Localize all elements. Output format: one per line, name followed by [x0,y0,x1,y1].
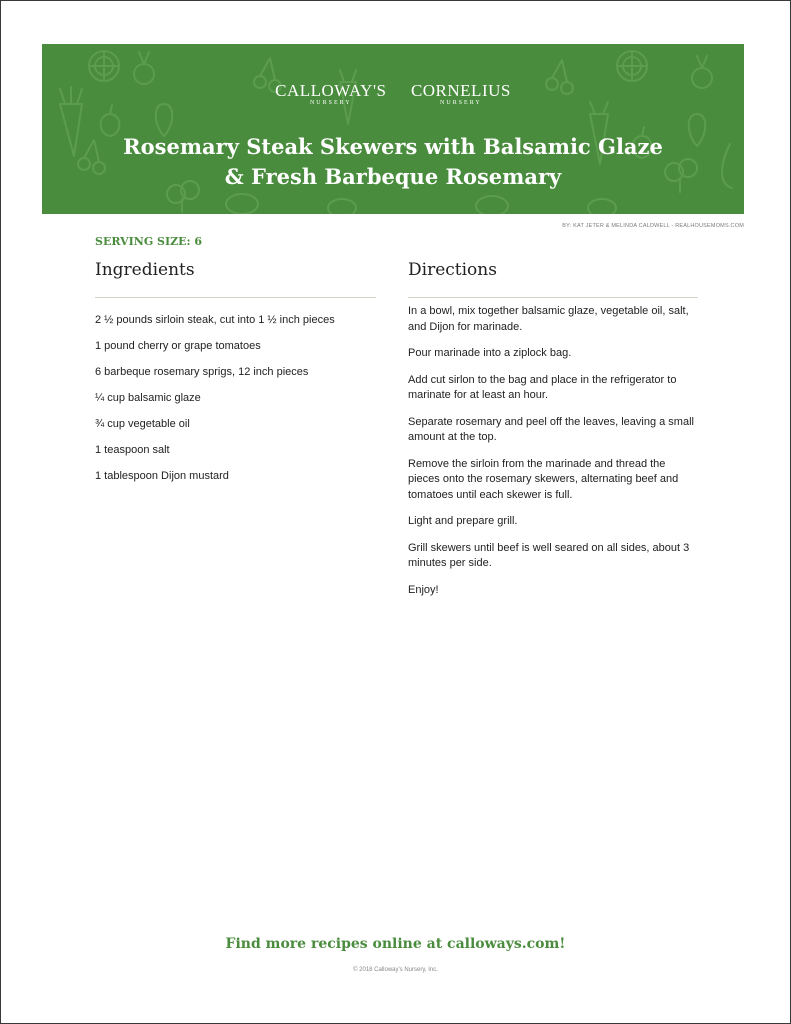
direction-step: Pour marinade into a ziplock bag. [408,347,572,359]
cornelius-logo-text: CORNELIUS [410,81,511,100]
ingredient-item: 1 teaspoon salt [95,444,170,456]
calloways-logo-subtext: NURSERY [309,100,352,106]
recipe-title-line-2: & Fresh Barbeque Rosemary [224,164,562,189]
ingredient-item: ¾ cup vegetable oil [95,418,190,430]
ingredients-divider [95,297,376,298]
ingredients-list [95,312,385,494]
cornelius-logo [411,82,511,107]
directions-list [408,304,698,609]
calloways-logo-text: CALLOWAY'S [275,81,387,100]
serving-size: SERVING SIZE: 6 [95,235,203,248]
ingredient-item: ¼ cup balsamic glaze [95,392,201,404]
directions-heading: Directions [408,260,497,280]
ingredient-item: 1 pound cherry or grape tomatoes [95,340,261,352]
recipe-title [42,132,744,192]
brand-logos [42,82,744,109]
direction-step: Enjoy! [408,583,439,596]
recipes-link[interactable]: Find more recipes online at calloways.com! [225,936,566,952]
direction-step: Add cut sirlon to the bag and place in the refrigerator to marinate for at least an hour. [408,373,677,401]
header-banner [42,44,744,214]
direction-step: Light and prepare grill. [408,515,518,527]
ingredients-heading: Ingredients [95,260,195,280]
lemon-slice-icon [617,51,647,81]
direction-step: Grill skewers until beef is well seared on all sides, about 3 minutes per side. [408,541,690,569]
ingredient-item: 1 tablespoon Dijon mustard [95,470,229,482]
ingredient-item: 6 barbeque rosemary sprigs, 12 inch pieces [95,366,309,378]
ingredient-item: 2 ½ pounds sirloin steak, cut into 1 ½ inch pieces [95,314,335,326]
recipe-credit: BY: KAT JETER & MELINDA CALDWELL - REALHOUSEMOMS.COM [562,223,744,229]
direction-step: Remove the sirloin from the marinade and thread the pieces onto the rosemary skewers, alternating beef and tomatoes until each skewer is full. [408,457,679,501]
lemon-icon [328,196,616,214]
copyright: © 2018 Calloway's Nursery, Inc. [353,967,438,973]
cornelius-logo-subtext: NURSERY [440,100,482,106]
direction-step: Separate rosemary and peel off the leaves, leaving a small amount at the top. [408,415,694,443]
lemon-slice-icon [89,51,119,81]
beet-icon [134,52,154,84]
direction-step: In a bowl, mix together balsamic glaze, vegetable oil, salt, and Dijon for marinade. [408,305,689,333]
calloways-logo [275,82,386,107]
lemon-icon [226,194,258,214]
recipe-title-line-1: Rosemary Steak Skewers with Balsamic Glaze [123,134,663,159]
directions-divider [408,297,698,298]
